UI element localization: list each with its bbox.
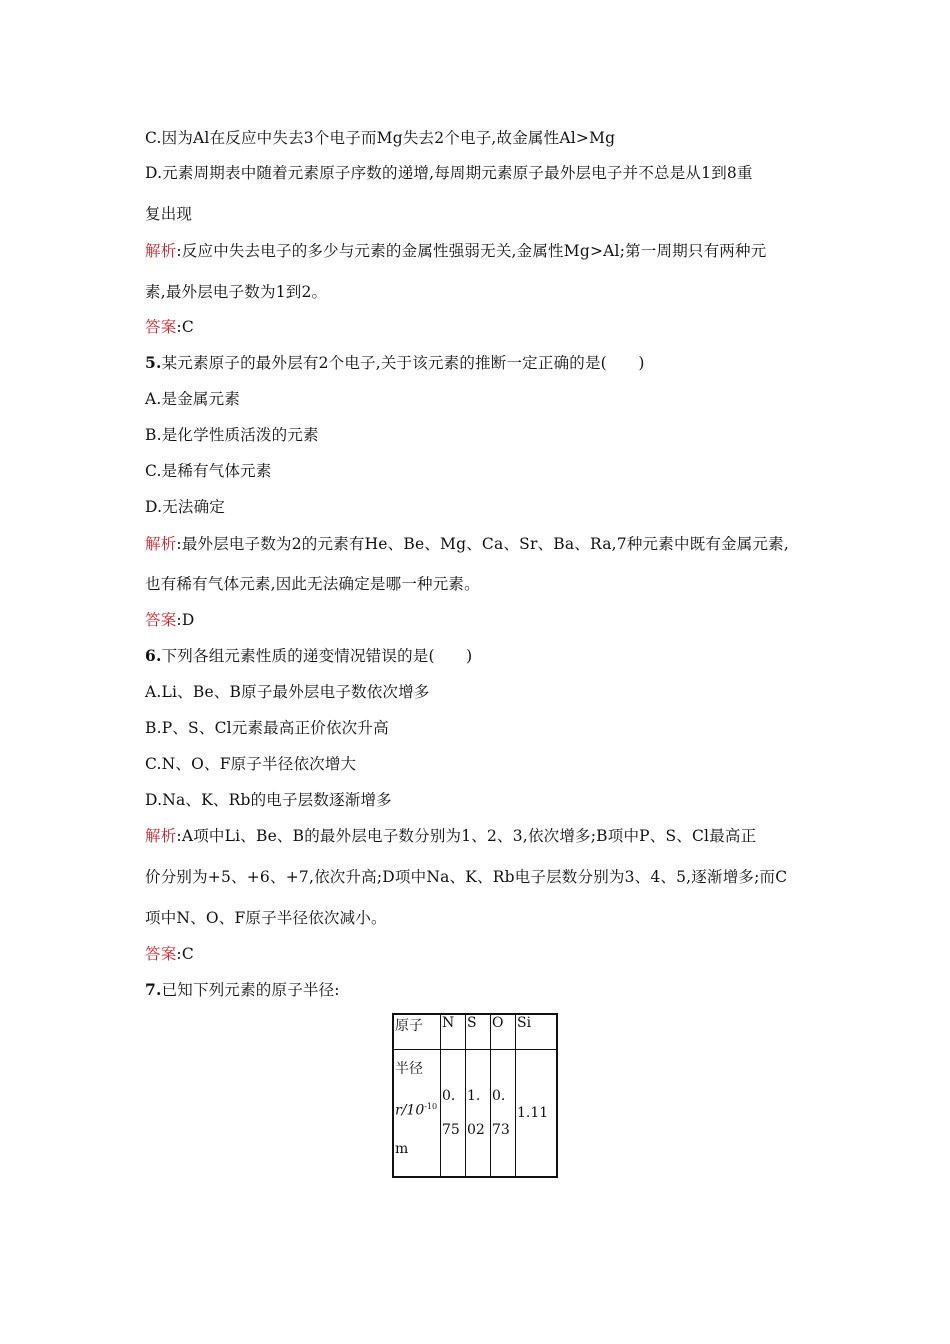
answer-value: :C bbox=[176, 945, 194, 963]
q5-option-a: A.是金属元素 bbox=[145, 390, 241, 408]
radius-symbol: r/10 bbox=[395, 1102, 425, 1119]
table-cell-value: 1.11 bbox=[516, 1050, 558, 1178]
table-header-cell: S bbox=[466, 1014, 491, 1050]
q4-option-d-line2: 复出现 bbox=[145, 205, 193, 223]
table-row-label bbox=[393, 1050, 441, 1178]
answer-label: 答案 bbox=[145, 318, 177, 336]
answer-value: :C bbox=[176, 318, 194, 336]
table-header-cell: 原子 bbox=[393, 1014, 441, 1050]
question-stem: 某元素原子的最外层有2个电子,关于该元素的推断一定正确的是( ) bbox=[161, 354, 645, 372]
analysis-label: 解析 bbox=[145, 827, 177, 845]
radius-exponent: -10 bbox=[424, 1102, 438, 1111]
question-number: 7. bbox=[145, 980, 162, 999]
analysis-label: 解析 bbox=[145, 242, 177, 260]
table-cell-value: 0.75 bbox=[441, 1050, 466, 1178]
analysis-label: 解析 bbox=[145, 535, 177, 553]
table-cell-value: 1.02 bbox=[466, 1050, 491, 1178]
q4-option-d-line1: D.元素周期表中随着元素原子序数的递增,每周期元素原子最外层电子并不总是从1到8重 bbox=[145, 164, 753, 182]
answer-label: 答案 bbox=[145, 611, 177, 629]
analysis-text: :反应中失去电子的多少与元素的金属性强弱无关,金属性Mg>Al;第一周期只有两种元 bbox=[176, 242, 767, 260]
q5-analysis-line1 bbox=[145, 534, 789, 554]
atomic-radius-table bbox=[392, 1013, 558, 1178]
answer-label: 答案 bbox=[145, 945, 177, 963]
q4-analysis-line1 bbox=[145, 241, 766, 261]
table-header-cell: N bbox=[441, 1014, 466, 1050]
q6-analysis-line1 bbox=[145, 826, 756, 846]
q6-analysis-line3: 项中N、O、F原子半径依次减小。 bbox=[145, 909, 387, 927]
table-header-cell: Si bbox=[516, 1014, 558, 1050]
q6-option-d: D.Na、K、Rb的电子层数逐渐增多 bbox=[145, 791, 392, 809]
q6-option-c: C.N、O、F原子半径依次增大 bbox=[145, 755, 357, 773]
analysis-text: :A项中Li、Be、B的最外层电子数分别为1、2、3,依次增多;B项中P、S、Cl最高正 bbox=[176, 827, 757, 845]
table-cell-value: 0.73 bbox=[491, 1050, 516, 1178]
q5-analysis-line2: 也有稀有气体元素,因此无法确定是哪一种元素。 bbox=[145, 575, 480, 593]
question-number: 6. bbox=[145, 646, 162, 665]
q6-stem bbox=[145, 646, 472, 666]
q4-analysis-line2: 素,最外层电子数为1到2。 bbox=[145, 283, 328, 301]
question-stem: 已知下列元素的原子半径: bbox=[161, 981, 340, 999]
q5-option-d: D.无法确定 bbox=[145, 498, 226, 516]
q5-stem bbox=[145, 353, 645, 373]
table-header-row bbox=[393, 1014, 557, 1050]
answer-value: :D bbox=[176, 611, 195, 629]
row-label-line1: 半径 bbox=[395, 1061, 423, 1077]
radius-unit: m bbox=[395, 1140, 409, 1157]
q5-answer bbox=[145, 610, 194, 630]
q5-option-c: C.是稀有气体元素 bbox=[145, 462, 272, 480]
table-row bbox=[393, 1050, 557, 1178]
q5-option-b: B.是化学性质活泼的元素 bbox=[145, 426, 319, 444]
q6-option-a: A.Li、Be、B原子最外层电子数依次增多 bbox=[145, 683, 430, 701]
q6-option-b: B.P、S、Cl元素最高正价依次升高 bbox=[145, 719, 389, 737]
row-label-line2 bbox=[395, 1088, 439, 1168]
table-header-cell: O bbox=[491, 1014, 516, 1050]
q6-analysis-line2: 价分别为+5、+6、+7,依次升高;D项中Na、K、Rb电子层数分别为3、4、5,逐渐增多;而C bbox=[145, 868, 788, 886]
q4-answer bbox=[145, 317, 194, 337]
question-stem: 下列各组元素性质的递变情况错误的是( ) bbox=[161, 647, 473, 665]
q6-answer bbox=[145, 944, 194, 964]
question-number: 5. bbox=[145, 353, 162, 372]
q4-option-c: C.因为Al在反应中失去3个电子而Mg失去2个电子,故金属性Al>Mg bbox=[145, 129, 616, 147]
analysis-text: :最外层电子数为2的元素有He、Be、Mg、Ca、Sr、Ba、Ra,7种元素中既有金属元素, bbox=[176, 535, 789, 553]
q7-stem bbox=[145, 980, 340, 1000]
